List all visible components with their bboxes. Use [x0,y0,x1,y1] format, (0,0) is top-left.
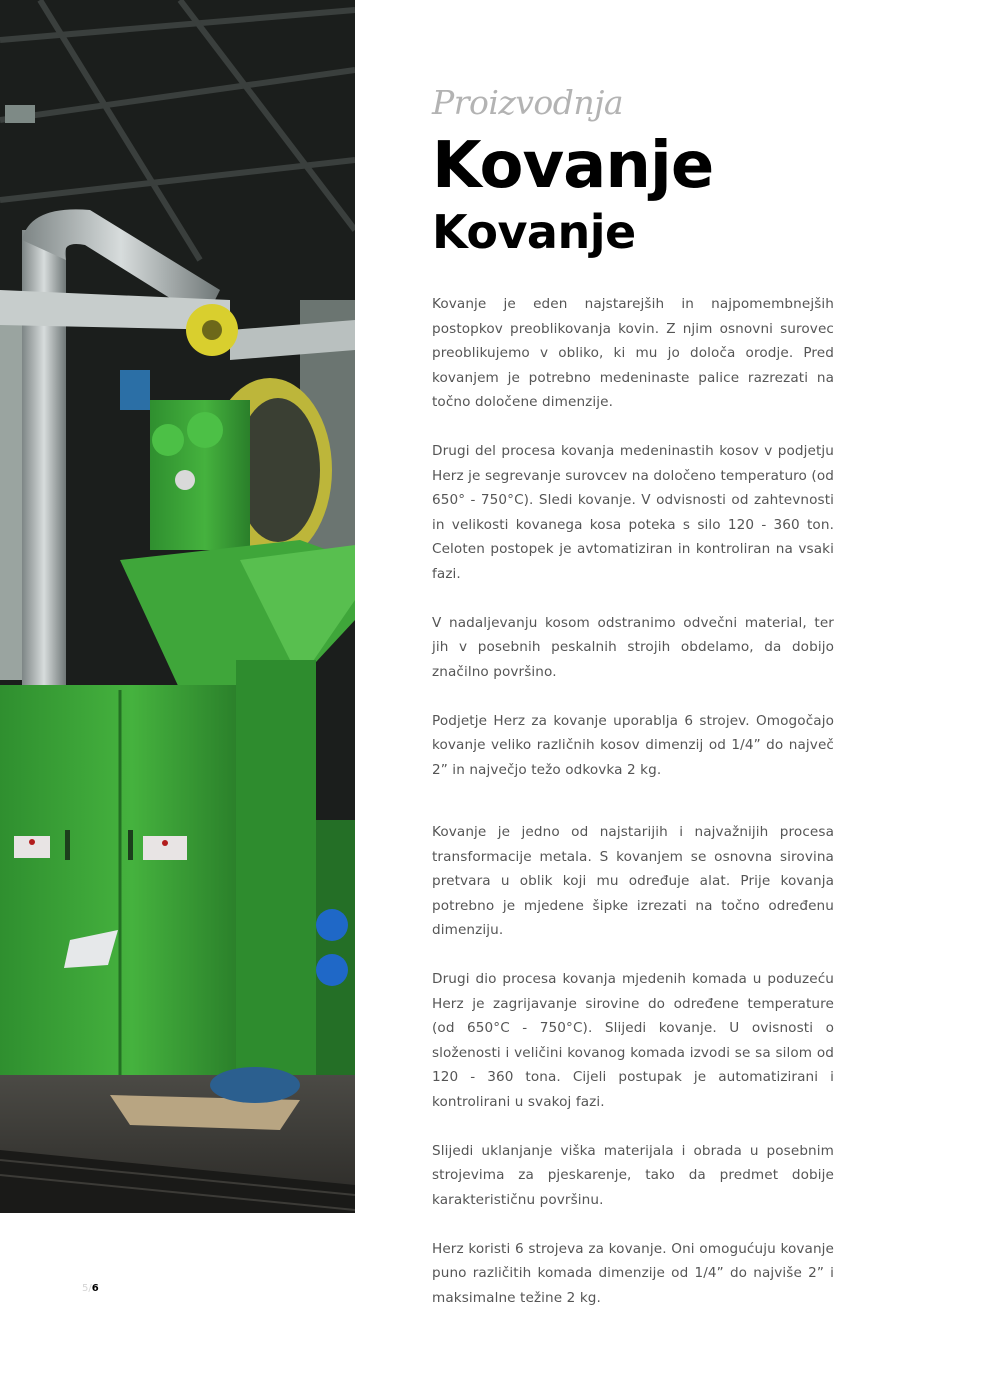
paragraph: Drugi del procesa kovanja medeninastih kosov v podjetju Herz je segrevanje surovcev na določeno temperaturo (od 650° - 750°C). Sledi kovanje. V odvisnosti od zahtevnosti in velikosti kovanega kosa poteka s silo 120 - 360 ton. Celoten postopek je avtomatiziran in kontroliran na vsaki fazi. [432,443,834,582]
paragraph: Podjetje Herz za kovanje uporablja 6 strojev. Omogočajo kovanje veliko različnih kosov dimenzij od 1/4” do največ 2” in največjo težo odkovka 2 kg. [432,712,834,778]
forging-press-photo [0,0,355,1213]
page-number-separator: / [88,1283,92,1294]
croatian-text-block [432,820,834,1335]
paragraph: Slijedi uklanjanje viška materijala i obrada u posebnim strojevima za pjeskarenje, tako da predmet dobije karakterističnu površinu. [432,1142,834,1208]
page-number-previous: 5 [82,1283,89,1294]
page-number [82,1282,99,1296]
page-title-croatian: Kovanje [432,205,636,259]
paragraph: V nadaljevanju kosom odstranimo odvečni material, ter jih v posebnih peskalnih strojih obdelamo, da dobijo značilno površino. [432,614,834,680]
paragraph: Herz koristi 6 strojeva za kovanje. Oni omogućuju kovanje puno različitih komada dimenzije od 1/4” do najviše 2” i maksimalne težine 2 kg. [432,1240,834,1306]
paragraph: Drugi dio procesa kovanja mjedenih komada u poduzeću Herz je zagrijavanje sirovine do određene temperature (od 650°C - 750°C). Slijedi kovanje. U ovisnosti o složenosti i veličini kovanog komada izvodi se sa silom od 120 - 360 tona. Cijeli postupak je automatizirani i kontrolirani u svakoj fazi. [432,971,834,1110]
paragraph: Kovanje je eden najstarejših in najpomembnejših postopkov preoblikovanja kovin. Z njim osnovni surovec preoblikujemo v obliko, ki mu jo določa orodje. Pred kovanjem je potrebno medeninaste palice razrezati na točno določene dimenzije. [432,296,834,410]
section-kicker: Proizvodnja [432,83,624,122]
paragraph: Kovanje je jedno od najstarijih i najvažnijih procesa transformacije metala. S kovanjem se osnovna sirovina pretvara u oblik koji mu određuje alat. Prije kovanja potrebno je mjedene šipke izrezati na točno određenu dimenziju. [432,824,834,938]
page-number-current: 6 [91,1283,99,1294]
page-title-slovenian: Kovanje [432,129,714,203]
slovenian-text-block [432,292,834,807]
